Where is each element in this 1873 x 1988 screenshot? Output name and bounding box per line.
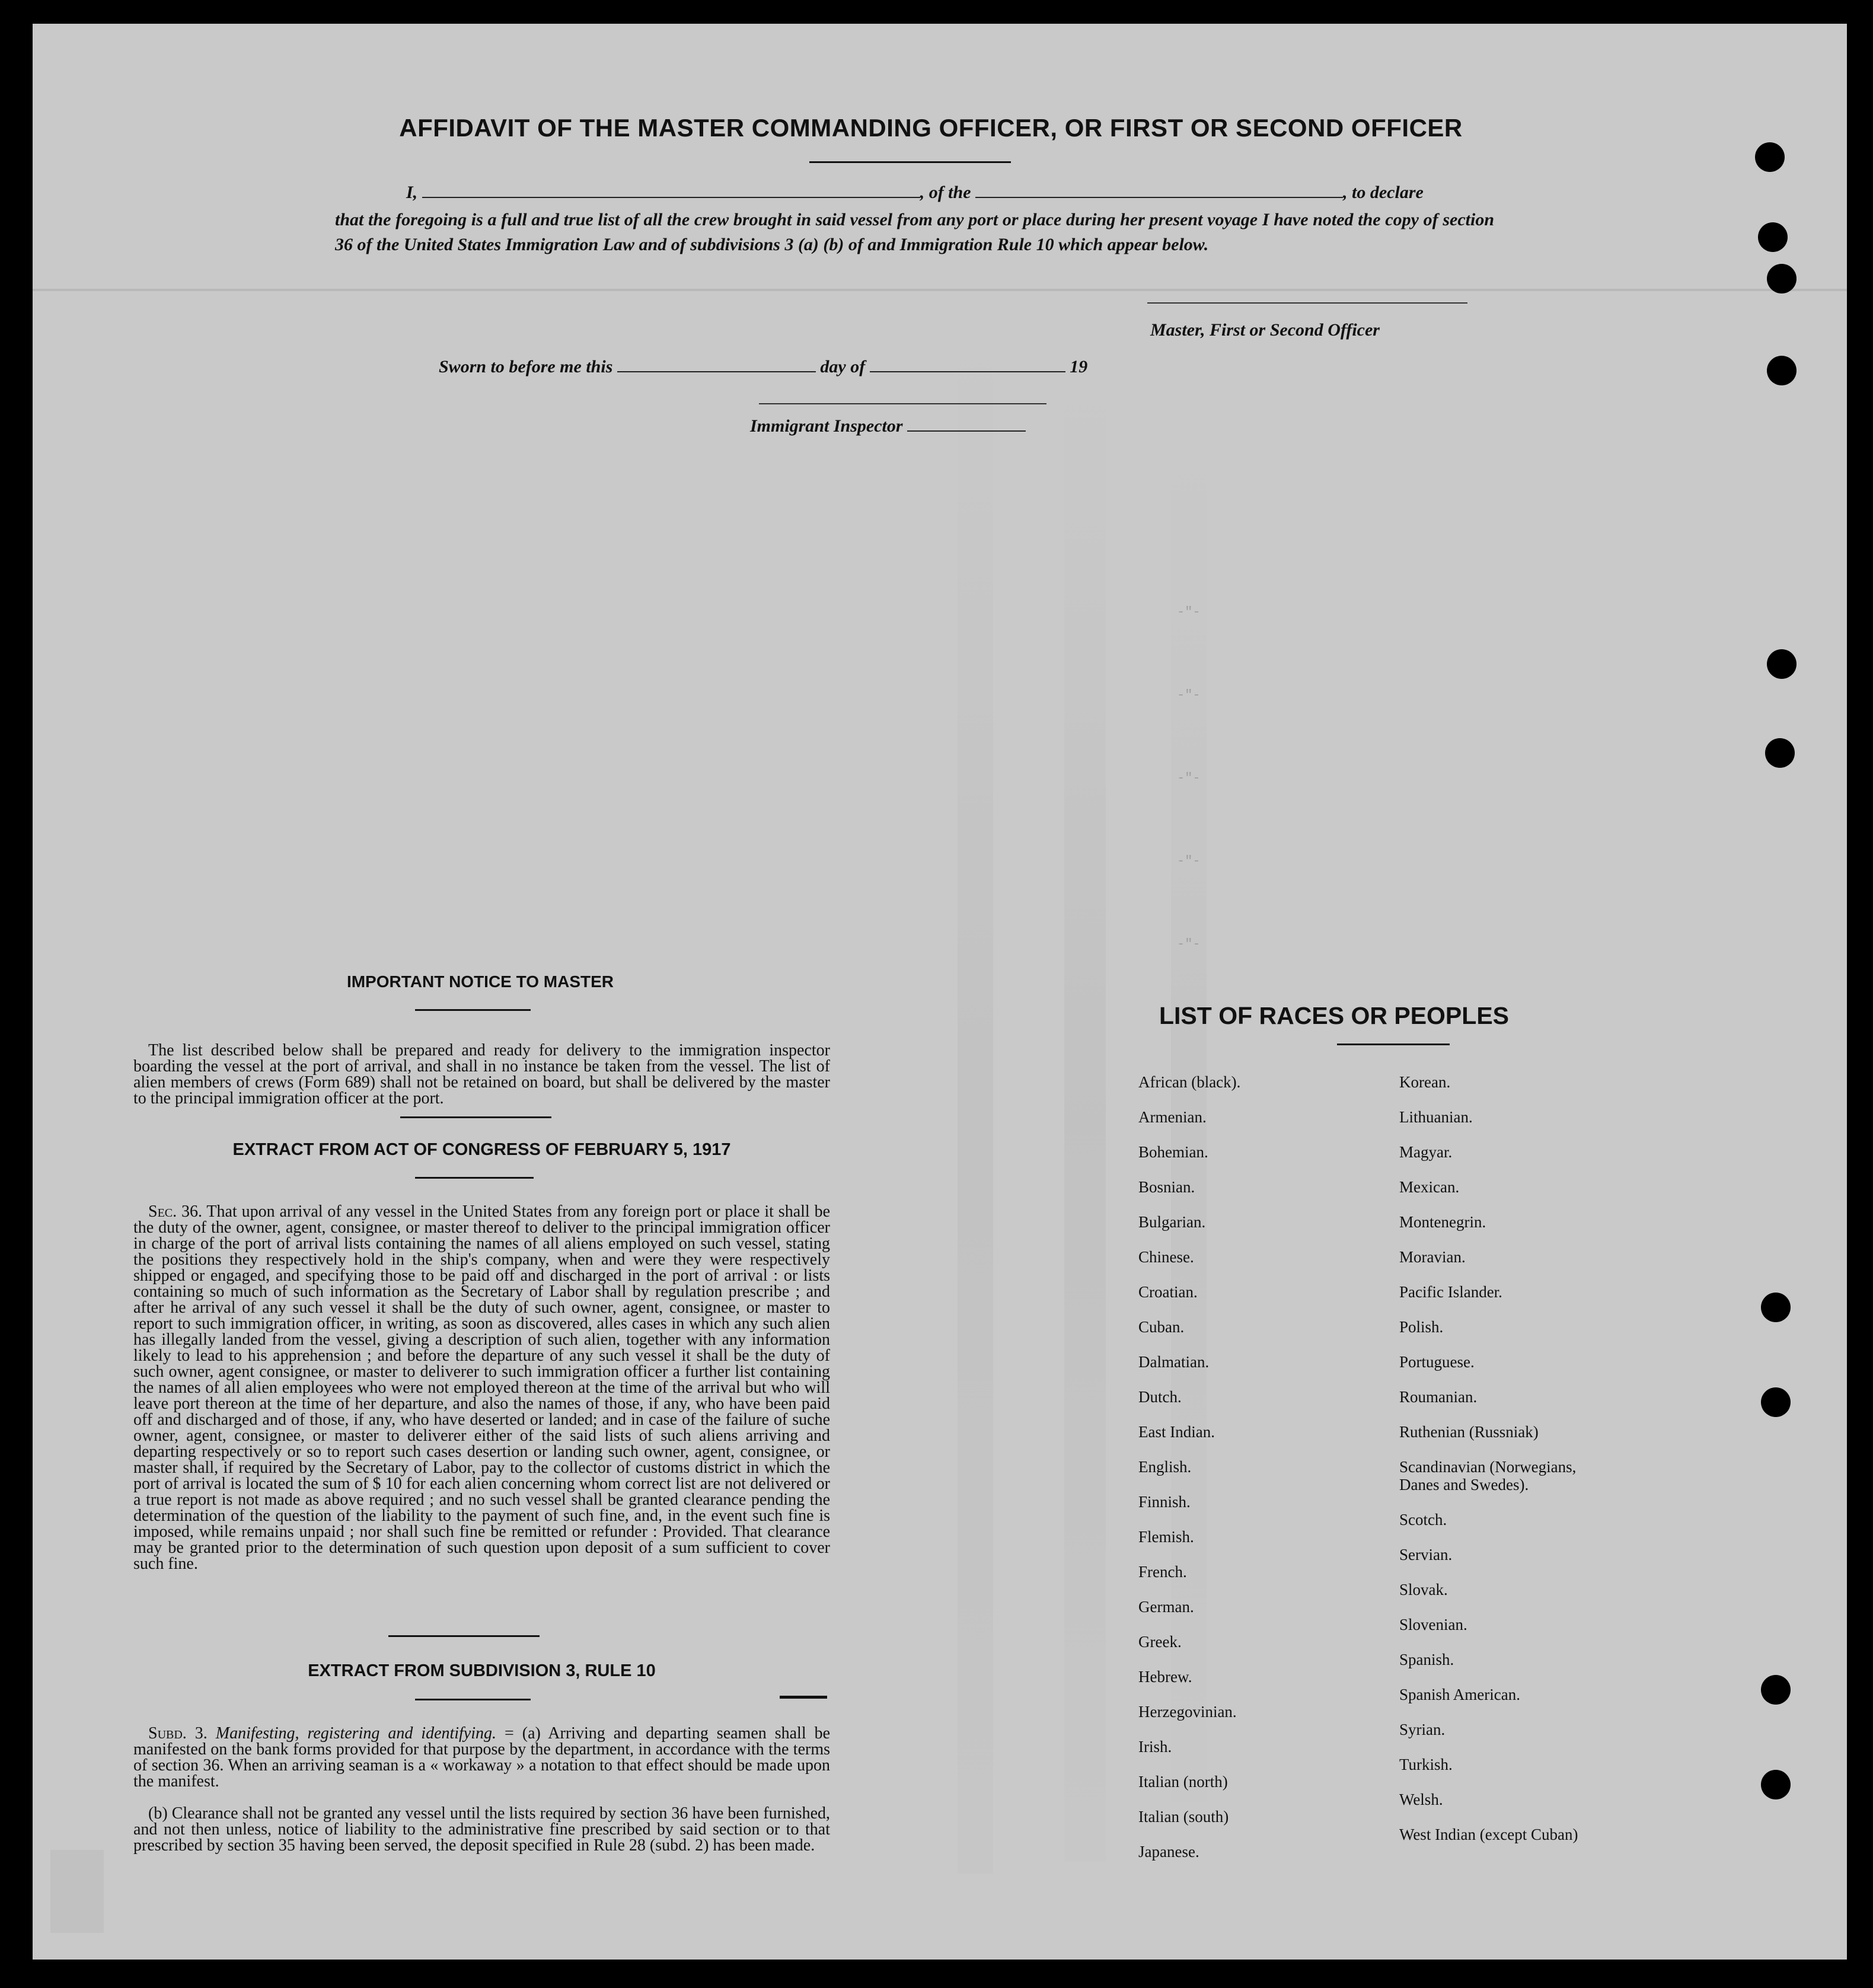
race-item: Italian (north) xyxy=(1138,1773,1228,1791)
punch-hole xyxy=(1761,1675,1791,1705)
faint-ditto: -"- xyxy=(1177,854,1201,869)
races-title: LIST OF RACES OR PEOPLES xyxy=(1159,1002,1510,1029)
punch-hole xyxy=(1767,649,1797,679)
affidavit-i-label: I, xyxy=(406,183,418,202)
race-item: Greek. xyxy=(1138,1633,1182,1651)
act-title: EXTRACT FROM ACT OF CONGRESS OF FEBRUARY 5, 1917 xyxy=(232,1140,731,1159)
rule-subd-label: Subd. 3. xyxy=(148,1724,208,1743)
punch-hole xyxy=(1767,264,1797,293)
rule-title-rule xyxy=(415,1699,531,1700)
affidavit-of-label: , of the xyxy=(920,183,971,202)
race-item: Hebrew. xyxy=(1138,1668,1192,1686)
document-page xyxy=(33,24,1847,1960)
race-item: Portuguese. xyxy=(1399,1353,1475,1371)
race-item: Servian. xyxy=(1399,1546,1453,1563)
race-item: Italian (south) xyxy=(1138,1808,1229,1826)
act-section-label: Sec. 36. xyxy=(148,1202,203,1221)
affidavit-declaration-line xyxy=(406,183,1503,203)
race-item: Armenian. xyxy=(1138,1108,1207,1126)
punch-hole xyxy=(1767,356,1797,385)
signature-line xyxy=(1147,302,1467,304)
rule-text-a: = (a) Arriving and departing seamen shall be manifested on the bank forms provided for that purpose by the department, in accordance with the terms of section 36. When an arriving seaman is a « workaway » a notation to that effect should be made upon the manifest. xyxy=(133,1724,831,1791)
race-item: Korean. xyxy=(1399,1073,1451,1091)
sworn-label: Sworn to before me this xyxy=(439,357,613,376)
sworn-month-blank[interactable] xyxy=(870,358,1065,372)
race-item: Ruthenian (Russniak) xyxy=(1399,1423,1539,1441)
affidavit-title-rule xyxy=(809,161,1011,163)
races-title-rule xyxy=(1337,1044,1450,1045)
race-item: Cuban. xyxy=(1138,1318,1185,1336)
rule-subd-heading: Manifesting, registering and identifying. xyxy=(215,1724,497,1743)
name-blank[interactable] xyxy=(422,184,920,198)
race-item: Roumanian. xyxy=(1399,1388,1478,1406)
race-item: Magyar. xyxy=(1399,1143,1453,1161)
race-item: Scandinavian (Norwegians, xyxy=(1399,1458,1577,1476)
corner-mark-left xyxy=(50,1850,104,1933)
race-item: Syrian. xyxy=(1399,1721,1446,1738)
race-item: Irish. xyxy=(1138,1738,1172,1756)
race-item: Dutch. xyxy=(1138,1388,1182,1406)
faint-ditto: -"- xyxy=(1177,937,1201,952)
affidavit-body: that the foregoing is a full and true list of all the crew brought in said vessel from any port or place during her present voyage I have noted the copy of section 36 of the United States Immigration Law and of subdivisions 3 (a) (b) of and Immigration Rule 10 which appear below. xyxy=(335,210,1494,254)
race-item: Bosnian. xyxy=(1138,1178,1195,1196)
vessel-blank[interactable] xyxy=(975,184,1343,198)
bleed-through-stamp xyxy=(958,332,993,1874)
year-label: 19 xyxy=(1070,357,1088,376)
race-item: Croatian. xyxy=(1138,1283,1198,1301)
race-item: Bulgarian. xyxy=(1138,1213,1206,1231)
race-item: Japanese. xyxy=(1138,1843,1199,1861)
race-item: Finnish. xyxy=(1138,1493,1191,1511)
race-item: German. xyxy=(1138,1598,1194,1616)
race-item: Welsh. xyxy=(1399,1791,1443,1808)
race-item: Chinese. xyxy=(1138,1248,1194,1266)
affidavit-title: AFFIDAVIT OF THE MASTER COMMANDING OFFICER, OR FIRST OR SECOND OFFICER xyxy=(399,114,1463,142)
race-item: Mexican. xyxy=(1399,1178,1460,1196)
notice-title: IMPORTANT NOTICE TO MASTER xyxy=(346,972,614,991)
act-end-rule xyxy=(388,1635,540,1637)
race-item: Scotch. xyxy=(1399,1511,1447,1529)
race-item: Spanish. xyxy=(1399,1651,1454,1668)
notice-title-rule xyxy=(415,1009,531,1011)
faint-ditto: -"- xyxy=(1177,771,1201,786)
rule-title: EXTRACT FROM SUBDIVISION 3, RULE 10 xyxy=(308,1661,656,1680)
race-item: Pacific Islander. xyxy=(1399,1283,1502,1301)
punch-hole xyxy=(1761,1770,1791,1799)
race-item: French. xyxy=(1138,1563,1187,1581)
punch-hole xyxy=(1761,1293,1791,1322)
inspector-line xyxy=(750,416,1026,436)
race-item: Moravian. xyxy=(1399,1248,1466,1266)
faint-ditto: -"- xyxy=(1177,605,1201,620)
act-title-rule xyxy=(415,1177,534,1179)
fold-line xyxy=(33,289,1847,291)
inspector-signature-line xyxy=(759,403,1046,404)
race-item: Bohemian. xyxy=(1138,1143,1208,1161)
race-item: Polish. xyxy=(1399,1318,1444,1336)
race-item: Slovak. xyxy=(1399,1581,1448,1598)
inspector-label: Immigrant Inspector xyxy=(750,416,903,436)
sworn-day-blank[interactable] xyxy=(617,358,816,372)
race-item: East Indian. xyxy=(1138,1423,1215,1441)
rule-text-b: (b) Clearance shall not be granted any vessel until the lists required by section 36 have been furnished, and not then unless, notice of liability to the administrative fine prescribed by said section or to that prescribed by section 35 having been served, the deposit specified in Rule 28 (subd. 2) has been made. xyxy=(133,1804,830,1855)
day-of-label: day of xyxy=(820,357,866,376)
race-item: Lithuanian. xyxy=(1399,1108,1473,1126)
race-item: Montenegrin. xyxy=(1399,1213,1486,1231)
race-item: English. xyxy=(1138,1458,1192,1476)
punch-hole xyxy=(1765,738,1795,768)
race-item: Slovenian. xyxy=(1399,1616,1467,1633)
race-item: Turkish. xyxy=(1399,1756,1453,1773)
sworn-line xyxy=(439,357,1087,377)
race-item: Herzegovinian. xyxy=(1138,1703,1237,1721)
faint-ditto: -"- xyxy=(1177,688,1201,703)
notice-text: The list described below shall be prepared and ready for delivery to the immigration inspector boarding the vessel at the port of arrival, and shall in no instance be taken from the vessel. The list of alien members of crews (Form 689) shall not be retained on board, but shall be delivered by the master to the principal immigration officer at the port. xyxy=(133,1041,830,1108)
act-text: That upon arrival of any vessel in the United States from any foreign port or place it shall be the duty of the owner, agent, consignee, or master thereof to deliver to the principal immigration officer in charge of the port of arrival lists containing the names of all aliens employed on such vessel, stating the positions they respectively hold in the ship's company, when and were they were respectively shipped or engaged, and specifying those to be paid off and discharged in the port of arrival : or lists containing so much of such information as the Secretary of Labor shall by regulation prescribe ; and after he arrival of any such vessel it shall be the duty of such owner, agent, consignee, or master to report to such immigration officer, in writing, as soon as discovered, alles cases in which any such alien has illegally landed from the vessel, giving a description of such alien, together with any information likely to lead to his apprehension ; and before the departure of any such vessel it shall be the duty of such owner, agent consignee, or master to deliverer to such immigration officer a further list containing the names of all alien employees who were not employed thereon at the time of the arrival but who will leave port thereon at the time of her departure, and also the names of those, if any, who have been paid off and discharged and of those, if any, who have deserted or landed; and in case of the failure of suche owner, agent, consignee, or master to deliverer either of the said lists of such aliens arriving and departing respectively or so to report such cases desertion or landing such owner, agent, consignee, or master shall, if required by the Secretary of Labor, pay to the collector of customs district in which the port of arrival is located the sum of $ 10 for each alien concerning whom correct list are not delivered or a true report is not made as above required ; and no such vessel shall be granted clearance pending the determination of the question of the liability to the payment of such fine, and, in the event such fine is imposed, while remains unpaid ; nor shall such fine be remitted or refunder : Provided. That clearance may be granted prior to the determination of such question upon deposit of a sum sufficient to cover such fine. xyxy=(133,1202,830,1573)
bleed-through-stamp-2 xyxy=(1064,379,1106,1862)
punch-hole xyxy=(1755,142,1785,172)
race-item: African (black). xyxy=(1138,1073,1241,1091)
race-item: Dalmatian. xyxy=(1138,1353,1210,1371)
race-item: Spanish American. xyxy=(1399,1686,1520,1703)
punch-hole xyxy=(1761,1387,1791,1417)
signature-label: Master, First or Second Officer xyxy=(1150,320,1380,340)
rule-paragraph-a xyxy=(133,1725,830,1789)
affidavit-declare-label: , to declare xyxy=(1343,183,1424,202)
punch-hole xyxy=(1758,222,1788,252)
notice-end-rule xyxy=(400,1116,551,1118)
race-item: Flemish. xyxy=(1138,1528,1194,1546)
act-paragraph xyxy=(133,1204,830,1572)
inspector-blank[interactable] xyxy=(907,417,1026,432)
race-item: West Indian (except Cuban) xyxy=(1399,1826,1578,1843)
race-item: Danes and Swedes). xyxy=(1399,1476,1529,1494)
rule-side-dash xyxy=(780,1696,827,1699)
